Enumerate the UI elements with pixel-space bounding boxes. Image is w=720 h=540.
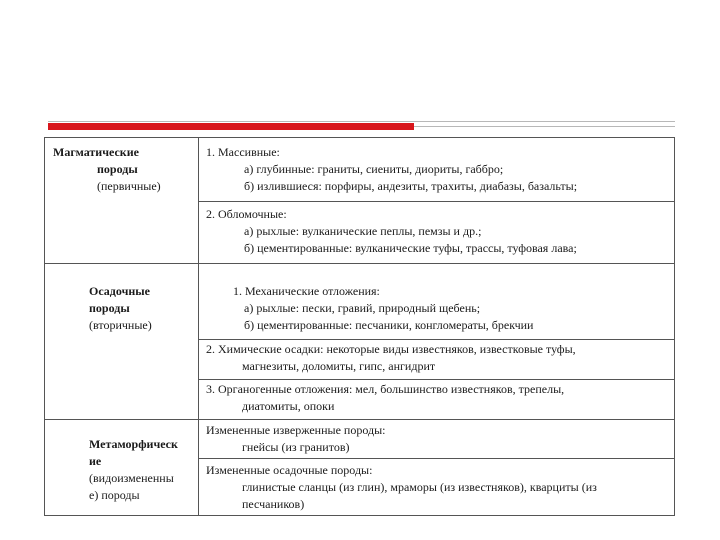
magmatic-subtitle: (первичные) [97, 179, 161, 193]
segment-item: а) рыхлые: вулканические пеплы, пемзы и др.; [244, 224, 482, 238]
segment-item: б) цементированные: песчаники, конгломераты, брекчии [244, 318, 534, 332]
magmatic-label [53, 144, 161, 195]
segment-title: 3. Органогенные отложения: мел, большинство известняков, трепелы, [206, 382, 565, 396]
segment-title: 2. Химические осадки: некоторые виды известняков, известковые туфы, [206, 342, 576, 356]
metamorphic-subtitle-cont: е) породы [89, 488, 140, 502]
segment-item: б) цементированные: вулканические туфы, трассы, туфовая лава; [244, 241, 577, 255]
rock-classification-table [44, 137, 675, 516]
segment-item: гнейсы (из гранитов) [242, 440, 350, 454]
segment-item: а) глубинные: граниты, сиениты, диориты, габбро; [244, 162, 504, 176]
row-separator [198, 458, 675, 459]
metamorphic-title: Метаморфическ [89, 437, 178, 451]
metamorphic-title-cont: ие [89, 454, 102, 468]
header-rule-gray [48, 121, 675, 122]
magmatic-clastic-segment [206, 206, 577, 257]
row-separator [198, 201, 675, 202]
segment-item: диатомиты, опоки [242, 399, 335, 413]
segment-title: Измененные изверженные породы: [206, 423, 386, 437]
sedimentary-title-cont: породы [89, 301, 130, 315]
metamorphic-label [89, 436, 178, 504]
sedimentary-subtitle: (вторичные) [89, 318, 152, 332]
row-separator [198, 379, 675, 380]
magmatic-title: Магматические [53, 145, 139, 159]
row-separator [45, 419, 675, 420]
segment-title: Измененные осадочные породы: [206, 463, 373, 477]
metamorphic-sedimentary-segment [206, 462, 597, 513]
sedimentary-title: Осадочные [89, 284, 150, 298]
header-rule-red [48, 123, 414, 130]
metamorphic-subtitle: (видоизмененны [89, 471, 174, 485]
sedimentary-chemical-segment [206, 341, 576, 375]
segment-title: 1. Массивные: [206, 145, 280, 159]
magmatic-title-cont: породы [97, 162, 138, 176]
segment-item: а) рыхлые: пески, гравий, природный щебень; [244, 301, 481, 315]
magmatic-massive-segment [206, 144, 577, 195]
header-rule-gray-right [414, 126, 675, 127]
segment-title: 1. Механические отложения: [233, 284, 380, 298]
metamorphic-igneous-segment [206, 422, 386, 456]
segment-title: 2. Обломочные: [206, 207, 287, 221]
row-separator [45, 263, 675, 264]
segment-item: песчаников) [242, 497, 305, 511]
sedimentary-mechanical-segment [206, 283, 533, 334]
sedimentary-organogenic-segment [206, 381, 564, 415]
segment-item: глинистые сланцы (из глин), мраморы (из известняков), кварциты (из [242, 480, 597, 494]
segment-item: б) излившиеся: порфиры, андезиты, трахиты, диабазы, базальты; [244, 179, 578, 193]
sedimentary-label [89, 283, 152, 334]
row-separator [198, 339, 675, 340]
segment-item: магнезиты, доломиты, гипс, ангидрит [242, 359, 436, 373]
